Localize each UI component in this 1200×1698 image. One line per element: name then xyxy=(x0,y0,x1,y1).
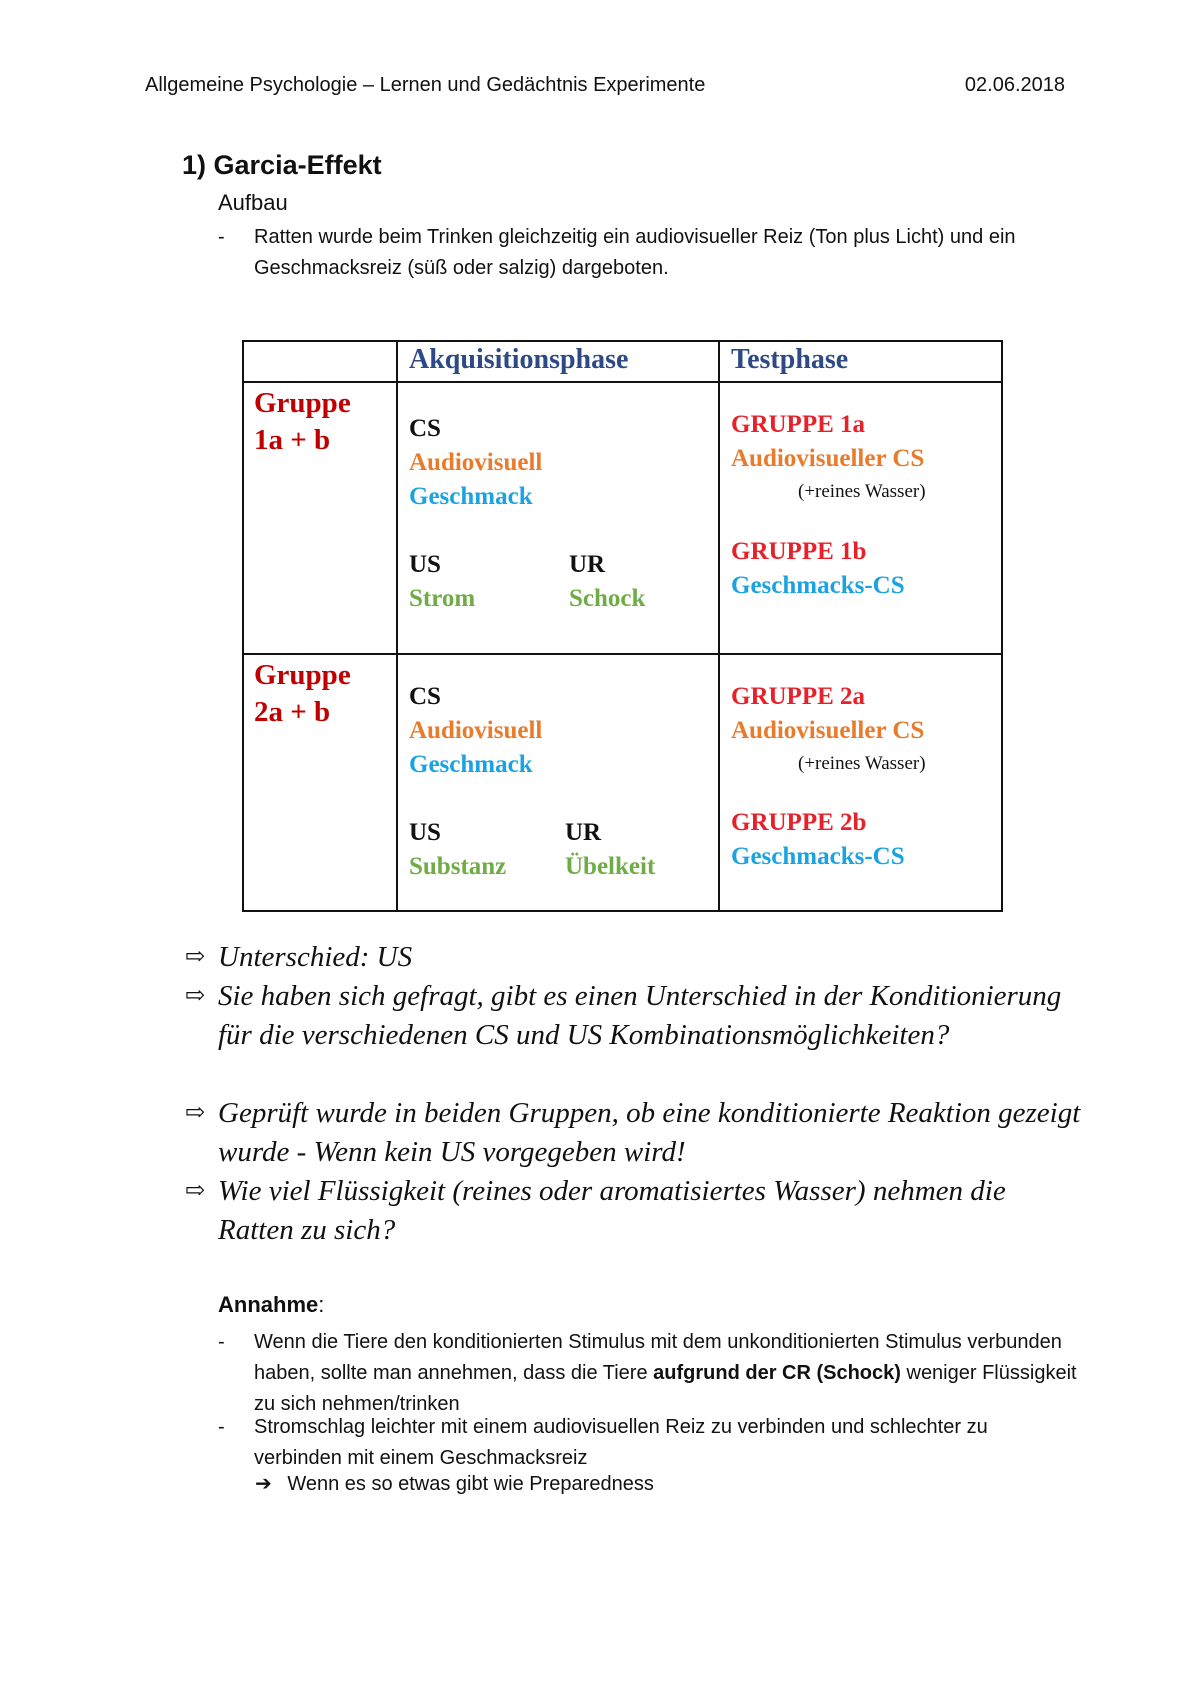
test-cs-a: Audiovisueller CS xyxy=(731,717,925,744)
header-date: 02.06.2018 xyxy=(964,74,1065,96)
annahme-bullet-1-text xyxy=(254,1327,1078,1420)
header-testphase: Testphase xyxy=(731,344,849,375)
test-group-b: GRUPPE 1b xyxy=(731,538,867,565)
header-akquisitionsphase: Akquisitionsphase xyxy=(409,344,629,375)
cs-audiovisuell: Audiovisuell xyxy=(409,717,543,744)
page-header xyxy=(145,74,1065,97)
hollow-arrow-icon: ⇨ xyxy=(185,983,206,1009)
test-group-b: GRUPPE 2b xyxy=(731,809,867,836)
bullet1-bold: aufgrund der CR (Schock) xyxy=(653,1362,901,1384)
subheading-aufbau: Aufbau xyxy=(218,190,288,215)
group-cell xyxy=(243,382,397,654)
dash-bullet-marker: - xyxy=(218,1416,225,1438)
experiment-table xyxy=(242,340,1003,912)
cs-geschmack: Geschmack xyxy=(409,483,533,510)
table-header-row xyxy=(243,341,1002,382)
sub-bullet-text: Wenn es so etwas gibt wie Preparedness xyxy=(287,1473,654,1495)
acquisition-cell xyxy=(397,654,719,911)
us-label: US xyxy=(409,551,441,578)
ur-value: Schock xyxy=(569,585,646,612)
table-row xyxy=(243,382,1002,654)
header-cell-test xyxy=(719,341,1002,382)
hollow-arrow-icon: ⇨ xyxy=(185,1100,206,1126)
group-cell xyxy=(243,654,397,911)
annahme-colon: : xyxy=(318,1292,325,1317)
ur-label: UR xyxy=(569,551,606,578)
cs-geschmack: Geschmack xyxy=(409,751,533,778)
section-heading xyxy=(182,150,382,181)
note-text: Wie viel Flüssigkeit (reines oder aromatisiertes Wasser) nehmen die Ratten zu sich? xyxy=(218,1175,1006,1246)
acquisition-cell xyxy=(397,382,719,654)
test-group-a: GRUPPE 1a xyxy=(731,411,866,438)
annahme-label: Annahme xyxy=(218,1292,319,1317)
dash-bullet-marker: - xyxy=(218,226,225,248)
cs-label: CS xyxy=(409,415,441,442)
dash-bullet-marker: - xyxy=(218,1331,225,1353)
cs-audiovisuell: Audiovisuell xyxy=(409,449,543,476)
test-cell xyxy=(719,382,1002,654)
header-cell-empty xyxy=(243,341,397,382)
bullet1-part1: Wenn die Tiere den konditionierten Stimulus mit dem unkonditionierten Stimulus verbunden haben, sollte man annehmen, dass die Tiere xyxy=(254,1331,1062,1384)
bullet1-part2: weniger Flüssigkeit zu sich nehmen/trinken xyxy=(254,1362,1077,1415)
table-row xyxy=(243,654,1002,911)
test-note-a: (+reines Wasser) xyxy=(798,481,926,502)
annahme-bullet-2 xyxy=(218,1412,1078,1474)
intro-bullet-text: Ratten wurde beim Trinken gleichzeitig ein audiovisueller Reiz (Ton plus Licht) und ein Geschmacksreiz (süß oder salzig) dargeboten. xyxy=(254,226,1016,279)
us-label: US xyxy=(409,819,441,846)
ur-value: Übelkeit xyxy=(565,853,656,880)
test-cs-b: Geschmacks-CS xyxy=(731,572,905,599)
section-title: Garcia-Effekt xyxy=(213,150,382,180)
cs-label: CS xyxy=(409,683,441,710)
note-item xyxy=(185,977,1085,1055)
test-cs-a: Audiovisueller CS xyxy=(731,445,925,472)
us-value: Substanz xyxy=(409,853,507,880)
test-note-a: (+reines Wasser) xyxy=(798,753,926,774)
hollow-arrow-icon: ⇨ xyxy=(185,1178,206,1204)
note-text: Geprüft wurde in beiden Gruppen, ob eine konditionierte Reaktion gezeigt wurde - Wenn kein US vorgegeben wird! xyxy=(218,1097,1081,1168)
header-cell-akquisition xyxy=(397,341,719,382)
annahme-heading xyxy=(218,1292,324,1318)
group-label-line1: Gruppe xyxy=(254,659,351,691)
note-item xyxy=(185,1094,1085,1172)
bold-arrow-icon: ➔ xyxy=(255,1473,272,1495)
hollow-arrow-icon: ⇨ xyxy=(185,944,206,970)
section-number: 1) xyxy=(182,150,207,180)
test-group-a: GRUPPE 2a xyxy=(731,683,866,710)
annahme-bullet-2-text: Stromschlag leichter mit einem audiovisuellen Reiz zu verbinden und schlechter zu verbinden mit einem Geschmacksreiz xyxy=(254,1416,988,1469)
note-text: Sie haben sich gefragt, gibt es einen Unterschied in der Konditionierung für die verschiedenen CS und US Kombinationsmöglichkeiten? xyxy=(218,980,1062,1051)
group-label-line1: Gruppe xyxy=(254,387,351,419)
ur-label: UR xyxy=(565,819,602,846)
test-cs-b: Geschmacks-CS xyxy=(731,843,905,870)
group-label-line2: 2a + b xyxy=(254,696,331,728)
annahme-bullet-1 xyxy=(218,1327,1078,1420)
header-title: Allgemeine Psychologie – Lernen und Gedächtnis Experimente xyxy=(145,74,706,96)
group-label-line2: 1a + b xyxy=(254,424,331,456)
intro-bullet xyxy=(218,222,1078,284)
test-cell xyxy=(719,654,1002,911)
note-text: Unterschied: US xyxy=(218,941,413,973)
note-item xyxy=(185,1172,1085,1250)
us-value: Strom xyxy=(409,585,476,612)
note-item xyxy=(185,938,1085,977)
annahme-sub-bullet xyxy=(255,1471,654,1496)
